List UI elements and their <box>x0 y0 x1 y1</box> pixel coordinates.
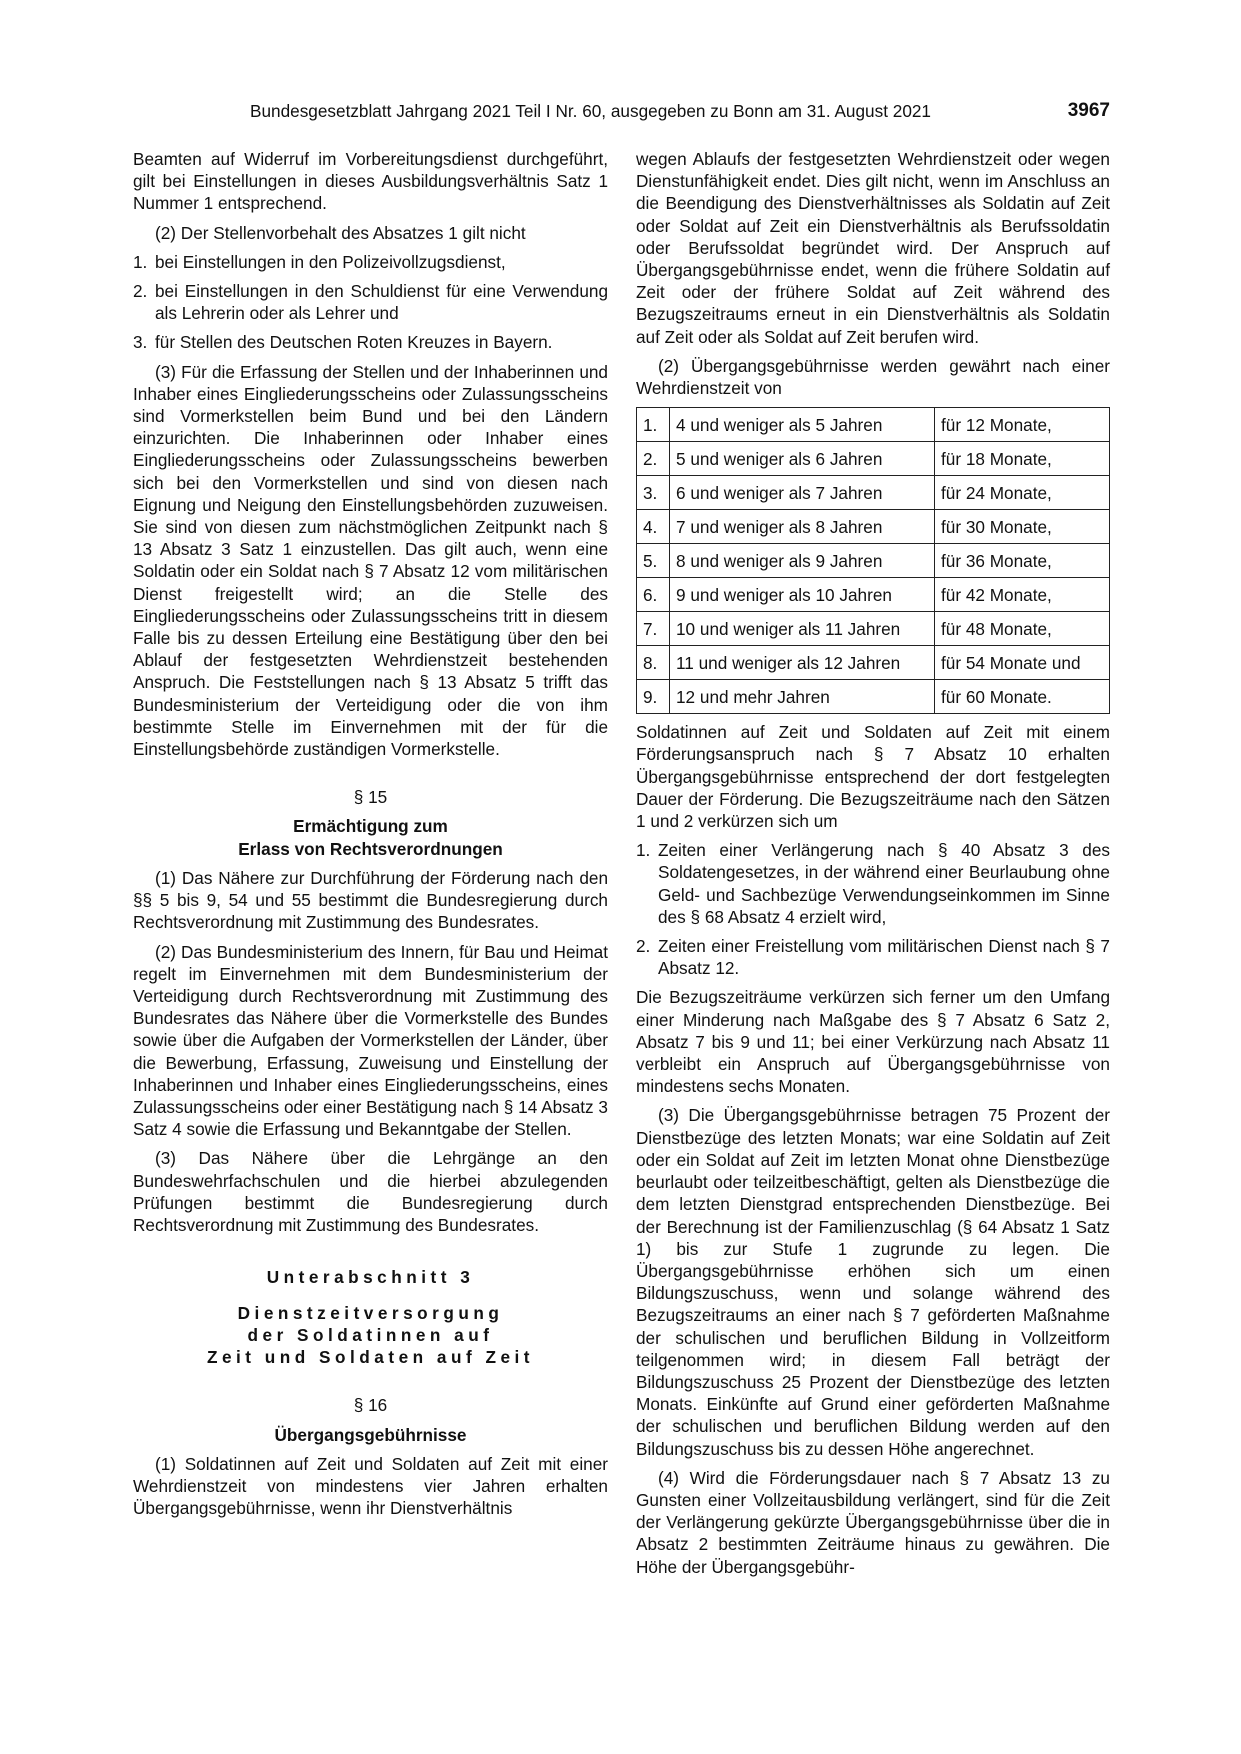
benefit-duration: für 12 Monate, <box>935 408 1110 442</box>
row-number: 4. <box>637 510 670 544</box>
list-item: 3. für Stellen des Deutschen Roten Kreuzes in Bayern. <box>133 332 553 353</box>
gazette-title: Bundesgesetzblatt Jahrgang 2021 Teil I Nr. 60, ausgegeben zu Bonn am 31. August 2021 <box>250 101 931 121</box>
row-number: 2. <box>637 442 670 476</box>
table-row <box>637 442 1110 476</box>
list-item: 2. Zeiten einer Freistellung vom militärischen Dienst nach § 7 Absatz 12. <box>636 936 1110 979</box>
row-number: 9. <box>637 680 670 714</box>
reduction-list <box>636 839 1110 979</box>
service-span: 4 und weniger als 5 Jahren <box>670 408 935 442</box>
table-row <box>637 612 1110 646</box>
section-16-title: Übergangsgebührnisse <box>274 1424 467 1445</box>
section-15-number: § 15 <box>353 787 388 808</box>
page-number: 3967 <box>1067 100 1110 121</box>
subsection-heading: Unterabschnitt 3 <box>266 1267 475 1288</box>
row-number: 1. <box>637 408 670 442</box>
row-number: 3. <box>637 476 670 510</box>
table-row <box>637 680 1110 714</box>
paragraph-after-table: Soldatinnen auf Zeit und Soldaten auf Zeit mit einem Förderungsanspruch nach § 7 Absatz 10 erhalten Übergangsgebührnisse entsprechend der dort festgelegten Dauer der Förderung. Die Bezugszeiträume nach den Sätzen 1 und 2 verkürzen sich um <box>636 722 1110 832</box>
paragraph-continuation: Beamten auf Widerruf im Vorbereitungsdienst durchgeführt, gilt bei Einstellungen in dieses Ausbildungsverhältnis Satz 1 Nummer 1 entsprechend. <box>133 149 608 214</box>
service-span: 8 und weniger als 9 Jahren <box>670 544 935 578</box>
section-16-number: § 16 <box>353 1395 388 1416</box>
benefit-duration: für 30 Monate, <box>935 510 1110 544</box>
table-row <box>637 646 1110 680</box>
left-column <box>133 148 608 1526</box>
section-15-abs3: (3) Das Nähere über die Lehrgänge an den Bundeswehrfachschulen und die hierbei abzulegenden Prüfungen bestimmt die Bundesregierung durch Rechtsverordnung mit Zustimmung des Bundesrates. <box>133 1148 608 1235</box>
service-span: 12 und mehr Jahren <box>670 680 935 714</box>
table-row <box>637 510 1110 544</box>
list-item: 2. bei Einstellungen in den Schuldienst für eine Verwendung als Lehrerin oder als Lehrer und <box>133 281 608 324</box>
paragraph-abs3: (3) Für die Erfassung der Stellen und der Inhaberinnen und Inhaber eines Eingliederungsscheins oder Zulassungsscheins sind Vormerkstellen beim Bund und bei den Ländern einzurichten. Die Inhaberinnen oder Inhaber eines Eingliederungsscheins oder Zulassungsscheins bewerben sich bei den Vormerkstellen und sind von diesen nach Eignung und Neigung den Einstellungsbehörden zuzuweisen. Sie sind von diesen zum nächstmöglichen Zeitpunkt nach § 13 Absatz 3 Satz 1 einzustellen. Das gilt auch, wenn eine Soldatin oder ein Soldat nach § 7 Absatz 12 vom militärischen Dienst freigestellt wird; an die Stelle des Eingliederungsscheins oder Zulassungsscheins tritt in diesem Falle bis zu dessen Erteilung eine Bestätigung über den bei Ablauf der festgesetzten Wehrdienstzeit bestehenden Anspruch. Die Feststellungen nach § 13 Absatz 5 trifft das Bundesministerium der Verteidigung oder die von ihm bestimmte Stelle im Einvernehmen mit der für die Einstellungsbehörde zuständigen Vormerkstelle. <box>133 361 608 760</box>
benefit-duration: für 42 Monate, <box>935 578 1110 612</box>
service-span: 5 und weniger als 6 Jahren <box>670 442 935 476</box>
benefit-duration: für 48 Monate, <box>935 612 1110 646</box>
paragraph-abs2-intro: (2) Übergangsgebührnisse werden gewährt nach einer Wehrdienstzeit von <box>636 355 1110 399</box>
benefit-duration: für 24 Monate, <box>935 476 1110 510</box>
service-span: 11 und weniger als 12 Jahren <box>670 646 935 680</box>
section-15-abs2: (2) Das Bundesministerium des Innern, für Bau und Heimat regelt im Einvernehmen mit dem Bundesministerium der Verteidigung durch Rechtsverordnung mit Zustimmung des Bundesrates das Nähere über die Vormerkstelle des Bundes sowie über die Aufgaben der Vormerkstellen der Länder, über die Bewerbung, Erfassung, Zuweisung und Einstellung der Inhaberinnen und Inhaber eines Eingliederungsscheins, eines Zulassungsscheins oder einer Bestätigung nach § 14 Absatz 3 Satz 4 sowie die Erfassung und Bekanntgabe der Stellen. <box>133 941 608 1140</box>
section-16-abs1: (1) Soldatinnen auf Zeit und Soldaten auf Zeit mit einer Wehrdienstzeit von mindestens vier Jahren erhalten Übergangsgebührnisse, wenn ihr Dienstverhältnis <box>133 1453 608 1519</box>
section-15-abs1: (1) Das Nähere zur Durchführung der Förderung nach den §§ 5 bis 9, 54 und 55 bestimmt die Bundesregierung durch Rechtsverordnung mit Zustimmung des Bundesrates. <box>133 867 608 933</box>
right-column <box>636 148 1110 1585</box>
row-number: 8. <box>637 646 670 680</box>
row-number: 6. <box>637 578 670 612</box>
list-item: 1. bei Einstellungen in den Polizeivollzugsdienst, <box>133 251 506 272</box>
benefit-duration: für 18 Monate, <box>935 442 1110 476</box>
service-duration-table <box>636 407 1110 714</box>
benefit-duration: für 60 Monate. <box>935 680 1110 714</box>
table-row <box>637 578 1110 612</box>
paragraph-continuation: wegen Ablaufs der festgesetzten Wehrdienstzeit oder wegen Dienstunfähigkeit endet. Dies gilt nicht, wenn im Anschluss an die Beendigung des Dienstverhältnisses als Soldatin auf Zeit oder Soldat auf Zeit ein Dienstverhältnis als Berufssoldatin oder Berufssoldat begründet wird. Der Anspruch auf Übergangsgebührnisse endet, wenn die frühere Soldatin auf Zeit oder der frühere Soldat auf Zeit während des Bezugszeitraums erneut in ein Dienstverhältnis als Soldatin auf Zeit oder als Soldat auf Zeit berufen wird. <box>636 149 1110 347</box>
subsection-title: Dienstzeitversorgung der Soldatinnen auf Zeit und Soldaten auf Zeit <box>206 1303 535 1368</box>
paragraph-abs3: (3) Die Übergangsgebührnisse betragen 75 Prozent der Dienstbezüge des letzten Monats; war eine Soldatin auf Zeit oder ein Soldat auf Zeit im letzten Monat ohne Dienstbezüge beurlaubt oder teilzeitbeschäftigt, gelten als Dienstbezüge die dem letzten Dienstgrad entsprechenden Dienstbezüge. Bei der Berechnung ist der Familienzuschlag (§ 64 Absatz 1 Satz 1) bis zur Stufe 1 zugrunde zu legen. Die Übergangsgebührnisse erhöhen sich um einen Bildungszuschuss, wenn und solange während des Bezugszeitraums an einer nach § 7 geförderten Maßnahme der schulischen und beruflichen Bildung in Vollzeitform teilgenommen wird; in diesem Fall beträgt der Bildungszuschuss 25 Prozent der Dienstbezüge des letzten Monats. Einkünfte auf Grund einer geförderten Maßnahme der schulischen und beruflichen Bildung werden auf den Bildungszuschuss bis zu dessen Höhe angerechnet. <box>636 1105 1110 1459</box>
table-row <box>637 544 1110 578</box>
paragraph-abs2-intro: (2) Der Stellenvorbehalt des Absatzes 1 gilt nicht <box>155 222 526 243</box>
paragraph-reduction: Die Bezugszeiträume verkürzen sich ferner um den Umfang einer Minderung nach Maßgabe des § 7 Absatz 6 Satz 2, Absatz 7 bis 9 und 11; bei einer Verkürzung nach Absatz 11 verbleibt ein Anspruch auf Übergangsgebührnisse von mindestens sechs Monaten. <box>636 987 1110 1097</box>
service-span: 7 und weniger als 8 Jahren <box>670 510 935 544</box>
service-span: 10 und weniger als 11 Jahren <box>670 612 935 646</box>
page-header <box>250 100 1110 126</box>
abs2-list <box>133 251 608 354</box>
row-number: 5. <box>637 544 670 578</box>
list-item: 1. Zeiten einer Verlängerung nach § 40 Absatz 3 des Soldatengesetzes, in der während einer Beurlaubung ohne Geld- und Sachbezüge Verwendungseinkommen im Sinne des § 68 Absatz 4 erzielt wird, <box>636 840 1110 927</box>
benefit-duration: für 36 Monate, <box>935 544 1110 578</box>
section-15-title: Ermächtigung zum Erlass von Rechtsverordnungen <box>238 816 503 859</box>
table-row <box>637 408 1110 442</box>
service-span: 9 und weniger als 10 Jahren <box>670 578 935 612</box>
benefit-duration: für 54 Monate und <box>935 646 1110 680</box>
paragraph-abs4: (4) Wird die Förderungsdauer nach § 7 Absatz 13 zu Gunsten einer Vollzeitausbildung verlängert, sind für die Zeit der Verlängerung gekürzte Übergangsgebührnisse über die in Absatz 2 bestimmten Zeiträume hinaus zu gewähren. Die Höhe der Übergangsgebühr- <box>636 1467 1110 1577</box>
row-number: 7. <box>637 612 670 646</box>
table-row <box>637 476 1110 510</box>
service-span: 6 und weniger als 7 Jahren <box>670 476 935 510</box>
